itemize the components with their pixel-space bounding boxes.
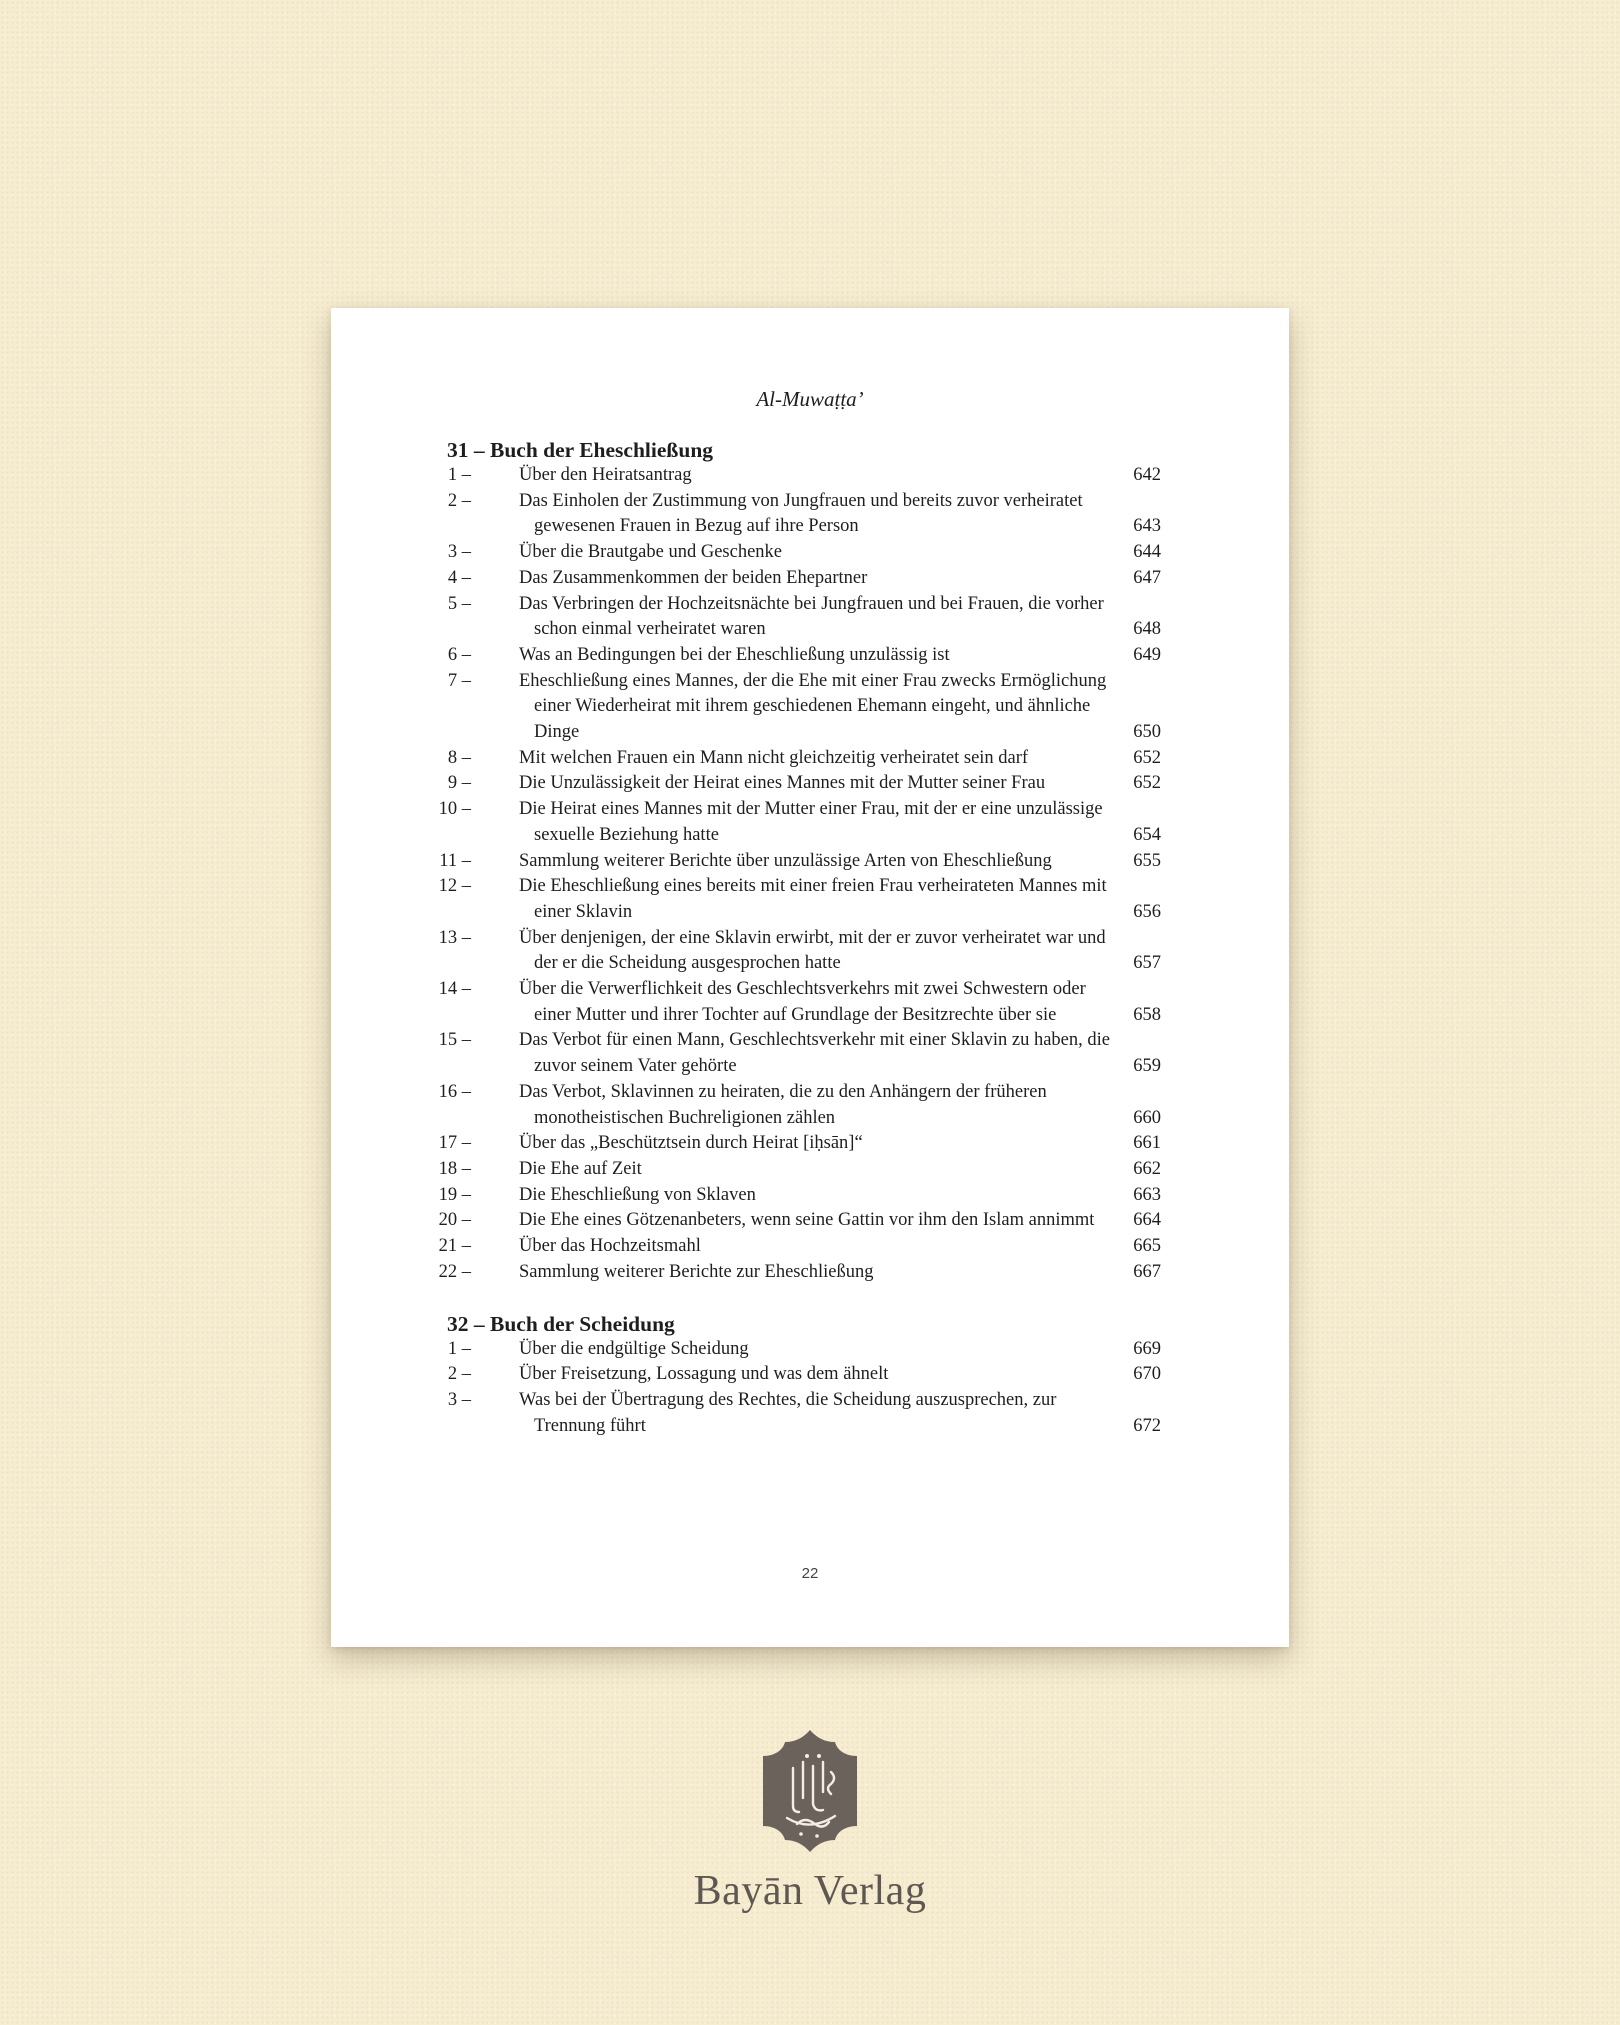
entry-title: Das Verbot, Sklavinnen zu heiraten, die zu den Anhängern der früheren monotheistischen Buchreligionen zählen — [519, 1081, 1047, 1128]
entry-title: Über Freisetzung, Lossagung und was dem ähnelt — [519, 1364, 889, 1385]
entry-page: 667 — [1133, 1261, 1161, 1282]
running-title: Al-Muwaṭṭa’ — [756, 387, 864, 411]
entry-page: 670 — [1133, 1364, 1161, 1385]
entry-page: 663 — [1133, 1184, 1161, 1205]
entry-page: 644 — [1133, 542, 1161, 563]
entry-page: 642 — [1133, 465, 1161, 485]
entry-page: 655 — [1133, 850, 1161, 871]
entry-title: Sammlung weiterer Berichte über unzulässige Arten von Eheschließung — [519, 850, 1052, 871]
toc-entry — [447, 540, 1161, 566]
entry-number: 13 – — [438, 927, 471, 948]
entry-title: Die Eheschließung eines bereits mit einer freien Frau verheirateten Mannes mit einer Sklavin — [519, 876, 1107, 922]
entry-title: Über das „Beschütztsein durch Heirat [iḥsān]“ — [519, 1133, 863, 1154]
entry-page: 660 — [1133, 1107, 1161, 1128]
entry-title: Die Unzulässigkeit der Heirat eines Mannes mit der Mutter seiner Frau — [519, 773, 1046, 794]
entry-title: Das Zusammenkommen der beiden Ehepartner — [519, 567, 868, 588]
entry-page: 659 — [1133, 1056, 1161, 1077]
entry-number: 15 – — [438, 1030, 471, 1051]
entry-page: 649 — [1133, 644, 1161, 665]
entry-title: Mit welchen Frauen ein Mann nicht gleichzeitig verheiratet sein darf — [519, 747, 1029, 768]
toc-book-32 — [447, 1311, 1161, 1440]
entry-title: Die Heirat eines Mannes mit der Mutter einer Frau, mit der er eine unzulässige sexuelle Beziehung hatte — [519, 799, 1103, 845]
toc-entry — [438, 926, 1161, 977]
page-number: 22 — [801, 1565, 819, 1582]
entry-title: Die Eheschließung von Sklaven — [519, 1184, 756, 1205]
entry-title: Über denjenigen, der eine Sklavin erwirbt, mit der er zuvor verheiratet war und der er die Scheidung ausgesprochen hatte — [519, 927, 1106, 974]
entry-number: 19 – — [438, 1184, 471, 1205]
toc-entry — [438, 797, 1161, 848]
entry-number: 11 – — [439, 850, 471, 871]
toc-entry — [447, 746, 1161, 772]
toc-entry — [447, 566, 1161, 592]
entry-page: 658 — [1133, 1004, 1161, 1025]
toc-entry — [438, 1208, 1161, 1234]
toc-entry — [438, 874, 1161, 925]
entry-page: 647 — [1133, 567, 1161, 588]
entry-page: 652 — [1133, 773, 1161, 794]
toc-entries — [438, 463, 1161, 1286]
entry-number: 17 – — [438, 1133, 471, 1154]
entry-page: 665 — [1133, 1236, 1161, 1257]
toc-entries — [447, 1337, 1161, 1440]
toc-entry — [447, 1388, 1161, 1439]
entry-number: 4 – — [447, 567, 471, 588]
entry-title: Das Einholen der Zustimmung von Jungfrauen und bereits zuvor verheiratet gewesenen Frauen in Bezug auf ihre Person — [519, 490, 1083, 537]
entry-page: 643 — [1133, 516, 1161, 537]
entry-page: 669 — [1133, 1338, 1161, 1359]
entry-page: 656 — [1133, 901, 1161, 922]
toc-entry — [447, 771, 1161, 797]
entry-page: 654 — [1133, 824, 1161, 845]
entry-title: Über den Heiratsantrag — [519, 465, 692, 485]
entry-title: Die Ehe eines Götzenanbeters, wenn seine Gattin vor ihm den Islam annimmt — [519, 1210, 1095, 1231]
toc-entry — [438, 1260, 1161, 1286]
toc-entry — [438, 1234, 1161, 1260]
entry-page: 672 — [1133, 1415, 1161, 1436]
toc-entry — [447, 643, 1161, 669]
entry-title: Das Verbringen der Hochzeitsnächte bei Jungfrauen und bei Frauen, die vorher schon einmal verheiratet waren — [519, 593, 1104, 640]
toc-entry — [438, 1080, 1161, 1131]
entry-number: 9 – — [447, 773, 471, 794]
toc-entry — [447, 463, 1161, 489]
toc-entry — [447, 592, 1161, 643]
entry-title: Eheschließung eines Mannes, der die Ehe mit einer Frau zwecks Ermöglichung einer Wiederheirat mit ihrem geschiedenen Ehemann eingeht, und ähnliche Dinge — [519, 670, 1107, 743]
entry-title: Über das Hochzeitsmahl — [519, 1236, 701, 1257]
toc-entry — [447, 1337, 1161, 1363]
entry-number: 20 – — [438, 1210, 471, 1231]
entry-page: 650 — [1133, 722, 1161, 743]
entry-number: 12 – — [438, 876, 471, 897]
entry-title: Über die endgültige Scheidung — [519, 1338, 749, 1359]
entry-number: 2 – — [447, 1364, 471, 1385]
toc-entry — [438, 1131, 1161, 1157]
entry-title: Was bei der Übertragung des Rechtes, die Scheidung auszusprechen, zur Trennung führt — [519, 1389, 1057, 1436]
entry-number: 1 – — [447, 1338, 471, 1359]
entry-page: 664 — [1133, 1210, 1161, 1231]
table-of-contents — [438, 437, 1161, 1439]
toc-entry — [447, 1362, 1161, 1388]
entry-title: Sammlung weiterer Berichte zur Eheschließung — [519, 1261, 874, 1282]
entry-page: 662 — [1133, 1158, 1161, 1179]
book-heading: 32 – Buch der Scheidung — [447, 1311, 675, 1336]
entry-page: 657 — [1133, 953, 1161, 974]
entry-number: 3 – — [447, 542, 471, 563]
entry-number: 10 – — [438, 799, 471, 820]
entry-number: 16 – — [438, 1081, 471, 1102]
toc-entry — [438, 1183, 1161, 1209]
entry-number: 8 – — [447, 747, 471, 768]
entry-number: 14 – — [438, 979, 471, 1000]
toc-entry — [447, 669, 1161, 746]
book-page — [331, 308, 1289, 1647]
entry-title: Die Ehe auf Zeit — [519, 1158, 642, 1179]
entry-number: 2 – — [447, 490, 471, 511]
entry-number: 18 – — [438, 1158, 471, 1179]
entry-number: 22 – — [438, 1261, 471, 1282]
calligraphy-emblem-icon — [757, 1728, 863, 1854]
toc-entry — [438, 1028, 1161, 1079]
entry-number: 3 – — [447, 1389, 471, 1410]
toc-entry — [439, 849, 1161, 875]
entry-number: 7 – — [447, 670, 471, 691]
toc-entry — [447, 489, 1161, 540]
entry-number: 6 – — [447, 644, 471, 665]
entry-title: Über die Verwerflichkeit des Geschlechtsverkehrs mit zwei Schwestern oder einer Mutter und ihrer Tochter auf Grundlage der Besitzrechte über sie — [519, 979, 1086, 1025]
publisher-name: Bayān Verlag — [693, 1868, 927, 1914]
entry-page: 661 — [1133, 1133, 1161, 1154]
entry-page: 648 — [1133, 619, 1161, 640]
toc-entry — [438, 1157, 1161, 1183]
entry-title: Was an Bedingungen bei der Eheschließung unzulässig ist — [519, 644, 950, 665]
entry-number: 21 – — [438, 1236, 471, 1257]
toc-entry — [438, 977, 1161, 1028]
entry-title: Über die Brautgabe und Geschenke — [519, 542, 783, 563]
book-heading: 31 – Buch der Eheschließung — [447, 438, 714, 462]
entry-page: 652 — [1133, 747, 1161, 768]
entry-title: Das Verbot für einen Mann, Geschlechtsverkehr mit einer Sklavin zu haben, die zuvor seinem Vater gehörte — [519, 1030, 1110, 1077]
entry-number: 5 – — [447, 593, 471, 614]
toc-book-31 — [438, 437, 1161, 1286]
entry-number: 1 – — [447, 465, 471, 485]
